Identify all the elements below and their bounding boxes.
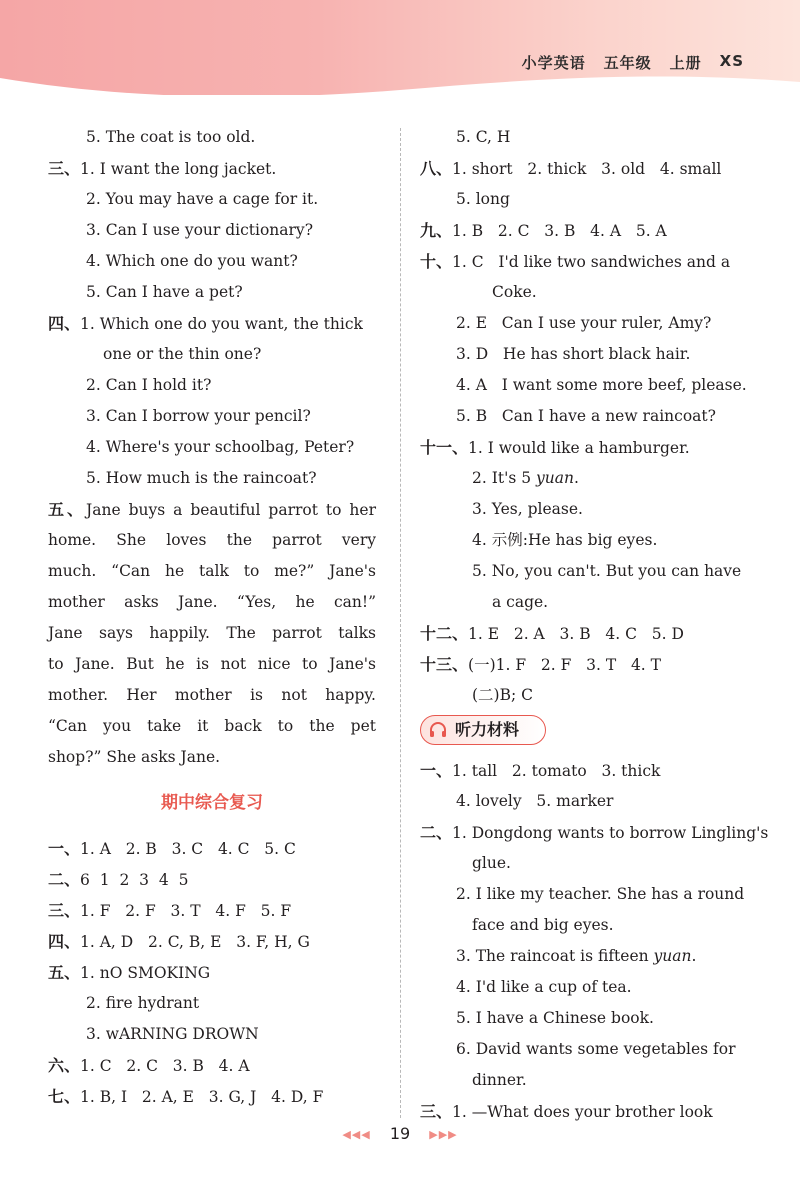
right-column (420, 122, 769, 1127)
answer-line (420, 1096, 748, 1127)
answer-line (420, 246, 748, 277)
page-number: 19 (389, 1124, 411, 1143)
answer-line: face and big eyes. (472, 916, 614, 934)
header-grade: 五年级 (603, 54, 652, 72)
answer-text: 1. A 2. B 3. C 4. C 5. C (80, 840, 296, 858)
answer-line: 5. B Can I have a new raincoat? (456, 407, 716, 425)
answer-line: 3. Can I use your dictionary? (86, 221, 313, 239)
answer-line: 4. 示例:He has big eyes. (472, 531, 658, 549)
section-number: 三、 (48, 159, 81, 178)
answer-text: 1. short 2. thick 3. old 4. small (452, 160, 722, 178)
answer-text: 3. The raincoat is fifteen (456, 947, 654, 965)
section-number: 十三、 (420, 655, 469, 674)
section-number: 二、 (420, 823, 453, 842)
answer-text: (一)1. F 2. F 3. T 4. T (468, 656, 662, 674)
answer-line: 4. Where's your schoolbag, Peter? (86, 438, 355, 456)
answer-line: 5. How much is the raincoat? (86, 469, 317, 487)
answer-text: 1. F 2. F 3. T 4. F 5. F (80, 902, 292, 920)
header-subject: 小学英语 (521, 54, 586, 72)
answer-text: 1. C 2. C 3. B 4. A (80, 1057, 250, 1075)
answer-line: shop?” She asks Jane. (48, 748, 221, 766)
answer-line (48, 926, 376, 957)
answer-line: 3. D He has short black hair. (456, 345, 691, 363)
section-number: 一、 (420, 761, 453, 780)
answer-line: Jane says happily. The parrot talks (48, 624, 376, 642)
answer-text: 1. Dongdong wants to borrow Lingling's (452, 824, 769, 842)
answer-line: dinner. (472, 1071, 527, 1089)
answer-line: 4. lovely 5. marker (456, 792, 614, 810)
answer-line: 5. I have a Chinese book. (456, 1009, 654, 1027)
answer-line: glue. (472, 854, 511, 872)
answer-line: 2. Can I hold it? (86, 376, 212, 394)
answer-text: 1. C I'd like two sandwiches and a (452, 253, 731, 271)
section-number: 四、 (48, 314, 81, 333)
answer-line: 5. C, H (456, 128, 511, 146)
section-number: 三、 (48, 901, 81, 920)
listening-header (420, 711, 748, 755)
left-column (48, 122, 376, 1112)
answer-line: 3. Can I borrow your pencil? (86, 407, 311, 425)
answer-line (48, 308, 376, 339)
answer-line: 4. I'd like a cup of tea. (456, 978, 632, 996)
answer-text: 1. Which one do you want, the thick (80, 315, 363, 333)
answer-line (420, 432, 748, 463)
answer-text: 1. tall 2. tomato 3. thick (452, 762, 661, 780)
answer-line: a cage. (492, 593, 549, 611)
section-number: 七、 (48, 1087, 81, 1106)
answer-line (420, 817, 769, 848)
answer-line: home. She loves the parrot very (48, 531, 376, 549)
section-number: 九、 (420, 221, 453, 240)
answer-line: 5. long (456, 190, 510, 208)
answer-text: Jane buys a beautiful parrot to her (86, 501, 376, 519)
section-number: 八、 (420, 159, 453, 178)
listening-title-badge (420, 715, 546, 745)
answer-line: 6. David wants some vegetables for (456, 1040, 736, 1058)
headphones-icon (429, 722, 447, 738)
answer-line: 3. Yes, please. (472, 500, 583, 518)
header-volume: 上册 (669, 54, 702, 72)
answer-line (48, 895, 376, 926)
answer-text: 2. It's 5 (472, 469, 536, 487)
section-number: 十二、 (420, 624, 469, 643)
answer-line: 2. You may have a cage for it. (86, 190, 319, 208)
answer-text-italic: yuan (653, 947, 692, 965)
answer-line (48, 494, 376, 525)
answer-line (420, 941, 748, 972)
answer-line: “Can you take it back to the pet (48, 717, 376, 735)
answer-line (48, 1081, 376, 1112)
header-band (0, 0, 800, 95)
running-header (522, 52, 744, 73)
answer-line: to Jane. But he is not nice to Jane's (48, 655, 376, 673)
answer-text: . (691, 947, 697, 965)
answer-line: mother asks Jane. “Yes, he can!” (48, 593, 376, 611)
answer-line (48, 957, 376, 988)
answer-line: 4. Which one do you want? (86, 252, 298, 270)
answer-text: . (573, 469, 579, 487)
answer-text: 1. I want the long jacket. (80, 160, 277, 178)
answer-line: much. “Can he talk to me?” Jane's (48, 562, 376, 580)
section-number: 一、 (48, 839, 81, 858)
answer-line: 4. A I want some more beef, please. (456, 376, 747, 394)
section-number: 十、 (420, 252, 453, 271)
answer-line: 5. Can I have a pet? (86, 283, 243, 301)
answer-text-italic: yuan (536, 469, 574, 487)
answer-text: 1. B, I 2. A, E 3. G, J 4. D, F (80, 1088, 324, 1106)
answer-line (420, 755, 748, 786)
answer-line (48, 833, 376, 864)
answer-line (420, 649, 748, 680)
answer-line: 5. The coat is too old. (86, 128, 256, 146)
page-footer (0, 1124, 800, 1143)
answer-text: 1. B 2. C 3. B 4. A 5. A (452, 222, 667, 240)
answer-text: 1. A, D 2. C, B, E 3. F, H, G (80, 933, 310, 951)
answer-line (420, 153, 748, 184)
section-number: 十一、 (420, 438, 469, 457)
listening-title: 听力材料 (455, 720, 520, 739)
answer-line: 2. I like my teacher. She has a round (456, 885, 745, 903)
answer-line: (二)B; C (472, 686, 533, 704)
answer-line: one or the thin one? (103, 345, 262, 363)
answer-text: 6 1 2 3 4 5 (80, 871, 189, 889)
section-number: 二、 (48, 870, 81, 889)
section-number: 五、 (48, 963, 81, 982)
answer-line: 2. fire hydrant (86, 994, 200, 1012)
answer-text: 1. nO SMOKING (80, 964, 211, 982)
answer-text: 1. I would like a hamburger. (468, 439, 690, 457)
answer-text: 1. E 2. A 3. B 4. C 5. D (468, 625, 684, 643)
answer-line: mother. Her mother is not happy. (48, 686, 376, 704)
answer-line (420, 618, 748, 649)
left-arrows-icon: ◀◀◀ (342, 1128, 371, 1141)
column-divider (400, 128, 401, 1118)
section-number: 三、 (420, 1102, 453, 1121)
answer-line: 2. E Can I use your ruler, Amy? (456, 314, 712, 332)
header-edition: XS (719, 52, 744, 70)
answer-line (48, 864, 376, 895)
answer-line (420, 463, 748, 494)
answer-line (48, 153, 376, 184)
answer-line (420, 215, 748, 246)
answer-text: 1. —What does your brother look (452, 1103, 713, 1121)
answer-line: 5. No, you can't. But you can have (472, 562, 742, 580)
answer-line (48, 1050, 376, 1081)
answer-line: Coke. (492, 283, 537, 301)
section-number: 四、 (48, 932, 81, 951)
section-number: 六、 (48, 1056, 81, 1075)
section-number: 五、 (48, 500, 87, 519)
section-title: 期中综合复习 (161, 793, 263, 813)
right-arrows-icon: ▶▶▶ (429, 1128, 458, 1141)
answer-line: 3. wARNING DROWN (86, 1025, 259, 1043)
